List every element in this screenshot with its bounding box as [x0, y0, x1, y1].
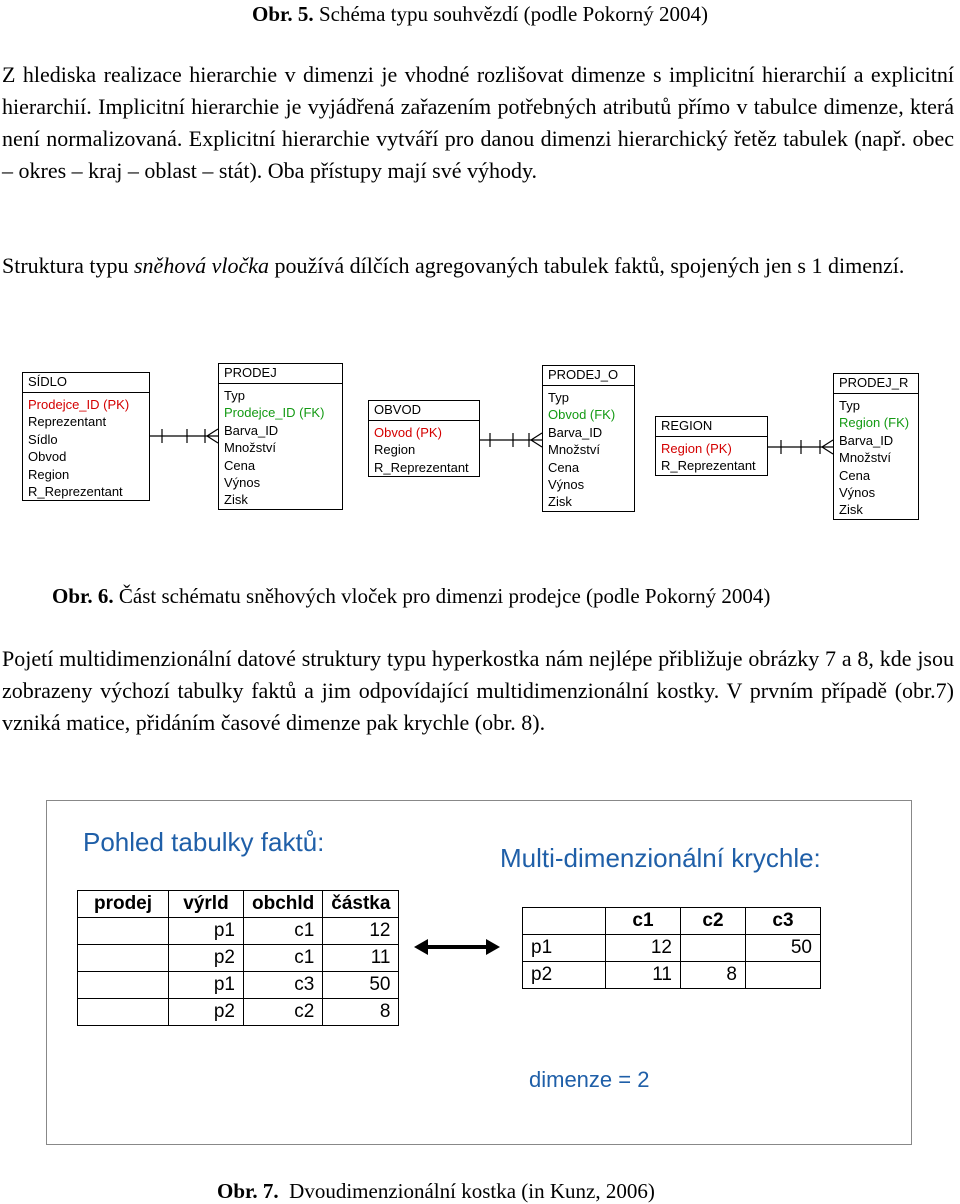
entity-attribute: Zisk: [548, 494, 572, 510]
fact-table: [77, 890, 399, 1026]
entity-name: OBVOD: [369, 401, 479, 421]
entity-attribute: Výnos: [839, 485, 876, 501]
table-header-cell: c2: [681, 908, 746, 935]
entity-name: REGION: [656, 417, 767, 437]
table-cell: p2: [169, 999, 244, 1026]
table-header-cell: [523, 908, 606, 935]
entity-attribute: Barva_ID: [548, 424, 603, 440]
table-header-cell: c1: [606, 908, 681, 935]
entity-attribute: Region (PK): [661, 441, 732, 456]
fact-table-title: Pohled tabulky faktů:: [83, 827, 325, 857]
table-cell: p1: [523, 935, 606, 962]
entity-attribute: Barva_ID: [224, 422, 279, 438]
entity-attribute: Reprezentant: [28, 414, 107, 430]
table-cell: c1: [244, 945, 323, 972]
table-header-cell: částka: [323, 891, 399, 918]
entity-attribute: Zisk: [839, 502, 863, 518]
cube-title: Multi-dimenzionální krychle:: [500, 843, 821, 873]
entity-attribute: Prodejce_ID (FK): [224, 405, 325, 421]
er-diagram: [0, 350, 960, 550]
entity-name: PRODEJ_R: [834, 374, 918, 394]
entity-attribute: R_Reprezentant: [374, 459, 469, 475]
table-cell: [78, 999, 169, 1026]
double-arrow-icon: [412, 932, 502, 962]
table-cell: 12: [323, 918, 399, 945]
entity-obvod: [368, 400, 480, 477]
table-cell: p1: [169, 972, 244, 999]
paragraph-hypercube: Pojetí multidimenzionální datové struktury typu hyperkostka nám nejlépe přibližuje obrázky 7 a 8, kde jsou zobrazeny výchozí tabulky faktů a jim odpovídající multidimenzionální kostky. V prvním případě (obr.7) vzniká matice, přidáním časové dimenze pak krychle (obr. 8).: [2, 646, 954, 735]
paragraph-hierarchy: Z hlediska realizace hierarchie v dimenzi je vhodné rozlišovat dimenze s implicitní hierarchií a explicitní hierarchií. Implicitní hierarchie je vyjádřená zařazením potřebných atributů přímo v tabulce dimenze, která není normalizovaná. Explicitní hierarchie vytváří pro danou dimenzi hierarchický řetěz tabulek (např. obec – okres – kraj – oblast – stát). Oba přístupy mají své výhody.: [2, 62, 954, 183]
italic-term: sněhová vločka: [134, 253, 269, 278]
caption-text: Část schématu sněhových vloček pro dimenzi prodejce (podle Pokorný 2004): [113, 584, 771, 608]
table-row: [523, 935, 821, 962]
entity-attribute: Cena: [224, 457, 256, 473]
entity-attribute: Množství: [548, 442, 601, 458]
entity-attribute: Prodejce_ID (PK): [28, 397, 130, 412]
table-cell: [78, 945, 169, 972]
entity-prodej-o: [542, 365, 635, 512]
caption-obr5: [0, 2, 960, 27]
table-cell: [681, 935, 746, 962]
entity-attribute: Výnos: [224, 475, 261, 491]
entity-attribute: Region: [374, 442, 416, 458]
caption-obr6: [52, 584, 952, 609]
entity-attribute: Množství: [224, 440, 277, 456]
entity-attribute: R_Reprezentant: [661, 458, 756, 474]
entity-attribute: Region (FK): [839, 415, 910, 431]
table-cell: [746, 962, 821, 989]
caption-obr7: [217, 1179, 917, 1204]
entity-attribute: Typ: [839, 398, 860, 413]
table-cell: 8: [323, 999, 399, 1026]
dimension-label: dimenze = 2: [529, 1067, 650, 1092]
table-cell: [78, 918, 169, 945]
entity-name: PRODEJ_O: [543, 366, 634, 386]
paragraph-snowflake: Struktura typu sněhová vločka používá dílčích agregovaných tabulek faktů, spojených jen s 1 dimenzí.: [2, 253, 905, 278]
entity-attribute: Zisk: [224, 492, 248, 508]
entity-s-dlo: [22, 372, 150, 501]
table-cell: [78, 972, 169, 999]
entity-attribute: Typ: [548, 390, 569, 405]
table-cell: p2: [169, 945, 244, 972]
table-cell: p2: [523, 962, 606, 989]
table-header-cell: výrld: [169, 891, 244, 918]
table-row: [523, 962, 821, 989]
table-row: [78, 999, 399, 1026]
entity-region: [655, 416, 768, 476]
entity-attribute: Cena: [839, 467, 871, 483]
entity-attribute: Množství: [839, 450, 892, 466]
table-cell: 12: [606, 935, 681, 962]
table-row: [78, 918, 399, 945]
table-cell: c2: [244, 999, 323, 1026]
table-row: [78, 972, 399, 999]
table-header-cell: c3: [746, 908, 821, 935]
table-row: [78, 945, 399, 972]
entity-attribute: Typ: [224, 388, 245, 403]
figure-2d-cube: [46, 800, 912, 1145]
cube-table: [522, 907, 821, 989]
caption-text: Dvoudimenzionální kostka (in Kunz, 2006): [278, 1179, 655, 1203]
caption-text: Schéma typu souhvězdí (podle Pokorný 2004): [313, 2, 708, 26]
entity-prodej: [218, 363, 343, 510]
entity-attribute: Sídlo: [28, 431, 58, 447]
table-cell: 50: [746, 935, 821, 962]
entity-name: PRODEJ: [219, 364, 342, 384]
entity-attribute: Výnos: [548, 477, 585, 493]
entity-name: SÍDLO: [23, 373, 149, 393]
caption-number: Obr. 7.: [217, 1179, 279, 1203]
table-cell: 8: [681, 962, 746, 989]
table-cell: c1: [244, 918, 323, 945]
entity-prodej-r: [833, 373, 919, 520]
entity-attribute: Obvod: [28, 449, 67, 465]
table-cell: 50: [323, 972, 399, 999]
entity-attribute: Region: [28, 466, 70, 482]
table-header-cell: obchld: [244, 891, 323, 918]
entity-attribute: Obvod (PK): [374, 425, 442, 440]
entity-attribute: Cena: [548, 459, 580, 475]
table-cell: p1: [169, 918, 244, 945]
entity-attribute: Obvod (FK): [548, 407, 616, 423]
table-cell: 11: [606, 962, 681, 989]
table-cell: 11: [323, 945, 399, 972]
entity-attribute: R_Reprezentant: [28, 484, 123, 500]
entity-attribute: Barva_ID: [839, 432, 894, 448]
table-header-cell: prodej: [78, 891, 169, 918]
table-cell: c3: [244, 972, 323, 999]
caption-number: Obr. 6.: [52, 584, 114, 608]
caption-number: Obr. 5.: [252, 2, 314, 26]
